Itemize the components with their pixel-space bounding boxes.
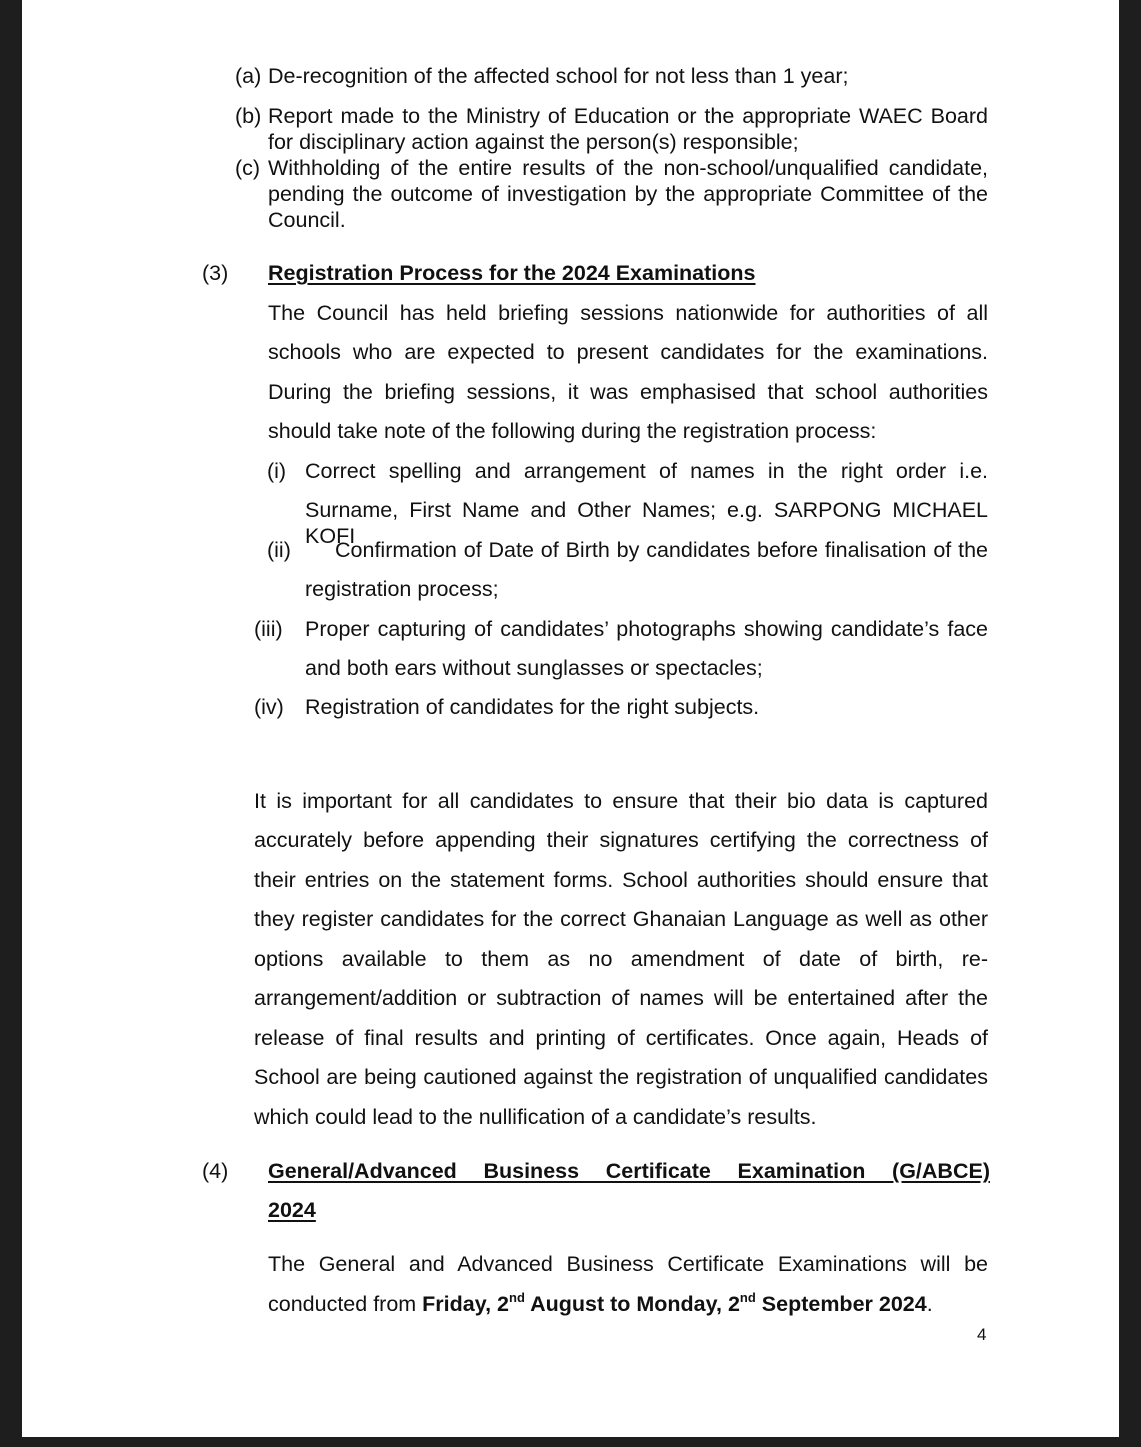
- section-3-intro-line-3: During the briefing sessions, it was emphasised that school authorities: [268, 380, 988, 404]
- list-item-b-line-2: for disciplinary action against the person(s) responsible;: [268, 130, 799, 154]
- paragraph-line-3: their entries on the statement forms. School authorities should ensure that: [254, 868, 988, 892]
- section-3-intro-line-2: schools who are expected to present candidates for the examinations.: [268, 340, 988, 364]
- item-marker-iv: (iv): [254, 695, 284, 719]
- item-iii-line-2: and both ears without sunglasses or spectacles;: [305, 656, 763, 680]
- section-3-number: (3): [202, 261, 229, 285]
- item-ii-line-1: Confirmation of Date of Birth by candidates before finalisation of the: [335, 538, 988, 562]
- list-item-c-line-1: Withholding of the entire results of the non-school/unqualified candidate,: [268, 156, 988, 180]
- section-4-number: (4): [202, 1159, 229, 1183]
- section-4-line-2: [268, 1291, 933, 1317]
- paragraph-line-1: It is important for all candidates to ensure that their bio data is captured: [254, 789, 988, 813]
- section-4-heading-line-2: 2024: [268, 1198, 316, 1222]
- section-3-heading: Registration Process for the 2024 Examinations: [268, 261, 756, 285]
- section-4-line-2-prefix: conducted from: [268, 1292, 423, 1316]
- item-iii-line-1: Proper capturing of candidates’ photographs showing candidate’s face: [305, 617, 988, 641]
- paragraph-line-6: arrangement/addition or subtraction of names will be entertained after the: [254, 986, 988, 1010]
- list-item-b-line-1: Report made to the Ministry of Education or the appropriate WAEC Board: [268, 104, 988, 128]
- item-ii-line-2: registration process;: [305, 577, 499, 601]
- list-item-c-line-2: pending the outcome of investigation by the appropriate Committee of the: [268, 182, 988, 206]
- page-number: 4: [977, 1325, 987, 1344]
- item-marker-ii: (ii): [267, 538, 291, 562]
- item-i-line-1: Correct spelling and arrangement of names in the right order i.e.: [305, 459, 988, 483]
- paragraph-line-4: they register candidates for the correct Ghanaian Language as well as other: [254, 907, 988, 931]
- item-i-line-2: Surname, First Name and Other Names; e.g. SARPONG MICHAEL KOFI: [305, 498, 988, 548]
- item-marker-iii: (iii): [254, 617, 283, 641]
- section-4-line-1: The General and Advanced Business Certificate Examinations will be: [268, 1252, 988, 1276]
- list-item-c-line-3: Council.: [268, 208, 346, 232]
- section-3-intro-line-4: should take note of the following during the registration process:: [268, 419, 877, 443]
- document-page: [22, 0, 1119, 1437]
- exam-start-date: Friday, 2nd August to Monday, 2nd September 2024: [422, 1290, 927, 1316]
- paragraph-line-7: release of final results and printing of certificates. Once again, Heads of: [254, 1026, 988, 1050]
- list-item-a-line-1: De-recognition of the affected school for not less than 1 year;: [268, 64, 849, 88]
- list-marker-a: (a): [235, 64, 262, 88]
- paragraph-line-5: options available to them as no amendment of date of birth, re-: [254, 947, 988, 971]
- paragraph-line-9: which could lead to the nullification of a candidate’s results.: [254, 1105, 817, 1129]
- section-4-heading-line-1: General/Advanced Business Certificate Examination (G/ABCE): [268, 1159, 990, 1183]
- item-iv-line-1: Registration of candidates for the right subjects.: [305, 695, 760, 719]
- list-marker-b: (b): [235, 104, 262, 128]
- section-4-line-2-suffix: .: [926, 1292, 933, 1316]
- paragraph-line-8: School are being cautioned against the registration of unqualified candidates: [254, 1065, 988, 1089]
- section-3-intro-line-1: The Council has held briefing sessions nationwide for authorities of all: [268, 301, 988, 325]
- paragraph-line-2: accurately before appending their signatures certifying the correctness of: [254, 828, 988, 852]
- item-marker-i: (i): [267, 459, 287, 483]
- list-marker-c: (c): [235, 156, 261, 180]
